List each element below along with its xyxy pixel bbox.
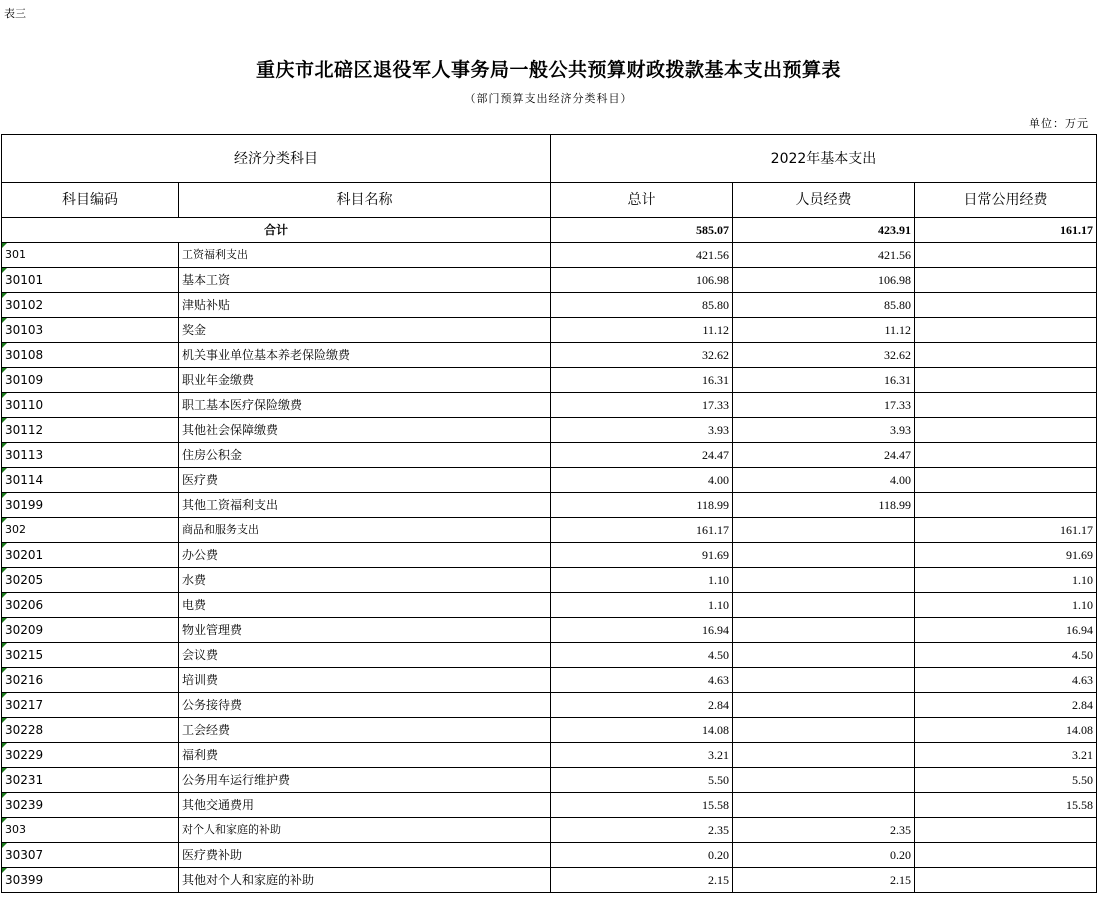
row-total: 91.69 (551, 543, 733, 568)
row-total: 85.80 (551, 293, 733, 318)
row-name: 医疗费补助 (179, 843, 551, 868)
row-personnel: 24.47 (733, 443, 915, 468)
row-name: 其他工资福利支出 (179, 493, 551, 518)
row-personnel: 421.56 (733, 243, 915, 268)
row-name: 电费 (179, 593, 551, 618)
table-row (2, 818, 1097, 843)
row-public (915, 843, 1097, 868)
table-row (2, 468, 1097, 493)
row-public: 16.94 (915, 618, 1097, 643)
row-name: 对个人和家庭的补助 (179, 818, 551, 843)
row-code: 30114 (2, 468, 179, 493)
row-code: 30229 (2, 743, 179, 768)
row-code: 30215 (2, 643, 179, 668)
row-personnel (733, 793, 915, 818)
row-personnel (733, 743, 915, 768)
row-public (915, 293, 1097, 318)
row-personnel (733, 568, 915, 593)
table-row (2, 868, 1097, 893)
row-personnel: 32.62 (733, 343, 915, 368)
row-name: 其他社会保障缴费 (179, 418, 551, 443)
row-personnel (733, 718, 915, 743)
row-name: 物业管理费 (179, 618, 551, 643)
row-public: 91.69 (915, 543, 1097, 568)
row-code: 30217 (2, 693, 179, 718)
row-name: 会议费 (179, 643, 551, 668)
header-code: 科目编码 (2, 183, 179, 218)
row-total: 5.50 (551, 768, 733, 793)
row-code: 30216 (2, 668, 179, 693)
row-personnel (733, 618, 915, 643)
row-code: 30199 (2, 493, 179, 518)
table-row (2, 668, 1097, 693)
row-code: 30201 (2, 543, 179, 568)
header-economic-category: 经济分类科目 (2, 135, 551, 183)
row-personnel (733, 543, 915, 568)
row-total: 32.62 (551, 343, 733, 368)
row-code: 30231 (2, 768, 179, 793)
row-code: 30102 (2, 293, 179, 318)
page-subtitle: （部门预算支出经济分类科目） (464, 92, 633, 105)
budget-table (1, 134, 1097, 893)
row-total: 161.17 (551, 518, 733, 543)
row-total: 4.00 (551, 468, 733, 493)
row-personnel (733, 693, 915, 718)
header-row-group (2, 135, 1097, 183)
row-name: 津贴补贴 (179, 293, 551, 318)
row-personnel (733, 668, 915, 693)
row-public: 3.21 (915, 743, 1097, 768)
row-code: 30109 (2, 368, 179, 393)
row-total: 3.21 (551, 743, 733, 768)
row-total: 16.31 (551, 368, 733, 393)
table-row (2, 418, 1097, 443)
row-total: 2.84 (551, 693, 733, 718)
table-row (2, 643, 1097, 668)
table-row (2, 768, 1097, 793)
row-code: 30399 (2, 868, 179, 893)
total-total: 585.07 (551, 218, 733, 243)
table-row (2, 443, 1097, 468)
row-public: 14.08 (915, 718, 1097, 743)
row-code: 30209 (2, 618, 179, 643)
row-code: 30101 (2, 268, 179, 293)
total-public: 161.17 (915, 218, 1097, 243)
row-personnel (733, 518, 915, 543)
total-label: 合计 (2, 218, 551, 243)
row-name: 福利费 (179, 743, 551, 768)
row-total: 2.15 (551, 868, 733, 893)
row-total: 15.58 (551, 793, 733, 818)
row-public (915, 243, 1097, 268)
table-row (2, 618, 1097, 643)
row-total: 106.98 (551, 268, 733, 293)
header-name: 科目名称 (179, 183, 551, 218)
header-personnel: 人员经费 (733, 183, 915, 218)
row-code: 301 (2, 243, 179, 268)
row-name: 水费 (179, 568, 551, 593)
table-row (2, 518, 1097, 543)
row-personnel (733, 768, 915, 793)
table-row (2, 243, 1097, 268)
table-row (2, 793, 1097, 818)
row-public (915, 868, 1097, 893)
row-total: 2.35 (551, 818, 733, 843)
row-name: 商品和服务支出 (179, 518, 551, 543)
row-name: 职业年金缴费 (179, 368, 551, 393)
row-personnel: 11.12 (733, 318, 915, 343)
row-public: 4.63 (915, 668, 1097, 693)
row-name: 办公费 (179, 543, 551, 568)
total-row (2, 218, 1097, 243)
row-total: 4.50 (551, 643, 733, 668)
table-row (2, 393, 1097, 418)
row-total: 3.93 (551, 418, 733, 443)
row-personnel: 2.35 (733, 818, 915, 843)
header-row-columns (2, 183, 1097, 218)
row-total: 14.08 (551, 718, 733, 743)
table-row (2, 493, 1097, 518)
row-public: 1.10 (915, 593, 1097, 618)
row-total: 11.12 (551, 318, 733, 343)
row-public (915, 343, 1097, 368)
row-name: 住房公积金 (179, 443, 551, 468)
row-public (915, 443, 1097, 468)
row-public: 15.58 (915, 793, 1097, 818)
row-public (915, 368, 1097, 393)
row-name: 工会经费 (179, 718, 551, 743)
row-name: 基本工资 (179, 268, 551, 293)
row-total: 0.20 (551, 843, 733, 868)
row-name: 机关事业单位基本养老保险缴费 (179, 343, 551, 368)
unit-label: 单位：万元 (1029, 117, 1089, 130)
row-public: 1.10 (915, 568, 1097, 593)
row-public (915, 493, 1097, 518)
row-code: 30239 (2, 793, 179, 818)
table-row (2, 343, 1097, 368)
row-name: 培训费 (179, 668, 551, 693)
table-row (2, 318, 1097, 343)
table-row (2, 693, 1097, 718)
row-total: 17.33 (551, 393, 733, 418)
row-personnel: 4.00 (733, 468, 915, 493)
table-row (2, 293, 1097, 318)
row-public (915, 318, 1097, 343)
row-personnel: 3.93 (733, 418, 915, 443)
row-total: 4.63 (551, 668, 733, 693)
row-code: 302 (2, 518, 179, 543)
header-basic-expenditure: 2022年基本支出 (551, 135, 1097, 183)
table-row (2, 268, 1097, 293)
row-total: 1.10 (551, 593, 733, 618)
row-public (915, 393, 1097, 418)
row-personnel (733, 593, 915, 618)
row-total: 16.94 (551, 618, 733, 643)
row-personnel: 118.99 (733, 493, 915, 518)
row-code: 30112 (2, 418, 179, 443)
row-code: 30228 (2, 718, 179, 743)
row-public: 5.50 (915, 768, 1097, 793)
table-row (2, 568, 1097, 593)
row-personnel: 2.15 (733, 868, 915, 893)
row-public (915, 468, 1097, 493)
row-code: 30113 (2, 443, 179, 468)
table-row (2, 718, 1097, 743)
row-code: 30307 (2, 843, 179, 868)
row-personnel: 0.20 (733, 843, 915, 868)
row-code: 30103 (2, 318, 179, 343)
row-total: 1.10 (551, 568, 733, 593)
row-public (915, 268, 1097, 293)
row-name: 工资福利支出 (179, 243, 551, 268)
table-row (2, 593, 1097, 618)
row-code: 30205 (2, 568, 179, 593)
page-title: 重庆市北碚区退役军人事务局一般公共预算财政拨款基本支出预算表 (255, 59, 841, 81)
table-row (2, 543, 1097, 568)
row-name: 医疗费 (179, 468, 551, 493)
row-public: 161.17 (915, 518, 1097, 543)
row-code: 30108 (2, 343, 179, 368)
row-name: 其他对个人和家庭的补助 (179, 868, 551, 893)
row-name: 职工基本医疗保险缴费 (179, 393, 551, 418)
row-code: 30110 (2, 393, 179, 418)
row-code: 303 (2, 818, 179, 843)
row-personnel: 85.80 (733, 293, 915, 318)
table-number: 表三 (4, 7, 26, 20)
table-row (2, 843, 1097, 868)
row-public (915, 818, 1097, 843)
header-total: 总计 (551, 183, 733, 218)
row-personnel: 16.31 (733, 368, 915, 393)
table-row (2, 368, 1097, 393)
row-code: 30206 (2, 593, 179, 618)
row-public: 2.84 (915, 693, 1097, 718)
row-name: 公务用车运行维护费 (179, 768, 551, 793)
row-name: 公务接待费 (179, 693, 551, 718)
row-total: 24.47 (551, 443, 733, 468)
row-public (915, 418, 1097, 443)
row-name: 奖金 (179, 318, 551, 343)
row-personnel: 106.98 (733, 268, 915, 293)
row-personnel: 17.33 (733, 393, 915, 418)
row-total: 118.99 (551, 493, 733, 518)
table-row (2, 743, 1097, 768)
total-personnel: 423.91 (733, 218, 915, 243)
row-name: 其他交通费用 (179, 793, 551, 818)
row-personnel (733, 643, 915, 668)
row-total: 421.56 (551, 243, 733, 268)
row-public: 4.50 (915, 643, 1097, 668)
header-public: 日常公用经费 (915, 183, 1097, 218)
